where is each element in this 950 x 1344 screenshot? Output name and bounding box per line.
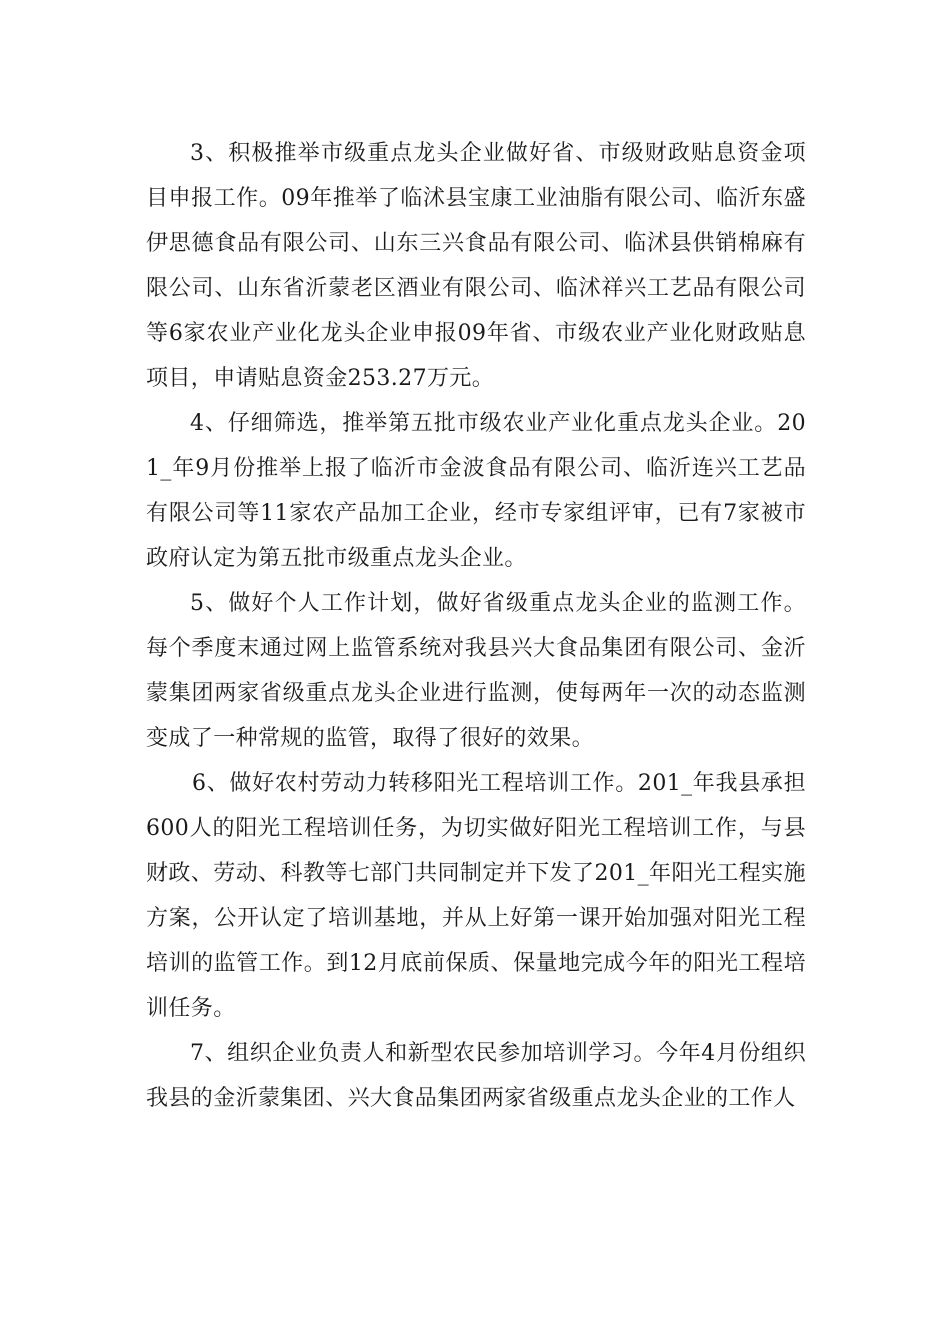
paragraph-item-4: 4、仔细筛选，推举第五批市级农业产业化重点龙头企业。201_年9月份推举上报了临沂市金波食品有限公司、临沂连兴工艺品有限公司等11家农产品加工企业，经市专家组评审，已有7家被市政府认定为第五批市级重点龙头企业。 — [146, 411, 806, 571]
paragraph-item-6: 6、做好农村劳动力转移阳光工程培训工作。201_年我县承担600人的阳光工程培训任务，为切实做好阳光工程培训工作，与县财政、劳动、科教等七部门共同制定并下发了201_年阳光工程实施方案，公开认定了培训基地，并从上好第一课开始加强对阳光工程培训的监管工作。到12月底前保质、保量地完成今年的阳光工程培训任务。 — [146, 771, 806, 1021]
document-body — [146, 131, 806, 1121]
paragraph-item-7: 7、组织企业负责人和新型农民参加培训学习。今年4月份组织我县的金沂蒙集团、兴大食品集团两家省级重点龙头企业的工作人 — [146, 1041, 806, 1111]
paragraph-item-3: 3、积极推举市级重点龙头企业做好省、市级财政贴息资金项目申报工作。09年推举了临沭县宝康工业油脂有限公司、临沂东盛伊思德食品有限公司、山东三兴食品有限公司、临沭县供销棉麻有限公司、山东省沂蒙老区酒业有限公司、临沭祥兴工艺品有限公司等6家农业产业化龙头企业申报09年省、市级农业产业化财政贴息项目，申请贴息资金253.27万元。 — [146, 141, 806, 391]
paragraph-item-5: 5、做好个人工作计划，做好省级重点龙头企业的监测工作。每个季度末通过网上监管系统对我县兴大食品集团有限公司、金沂蒙集团两家省级重点龙头企业进行监测，使每两年一次的动态监测变成了一种常规的监管，取得了很好的效果。 — [146, 591, 806, 751]
